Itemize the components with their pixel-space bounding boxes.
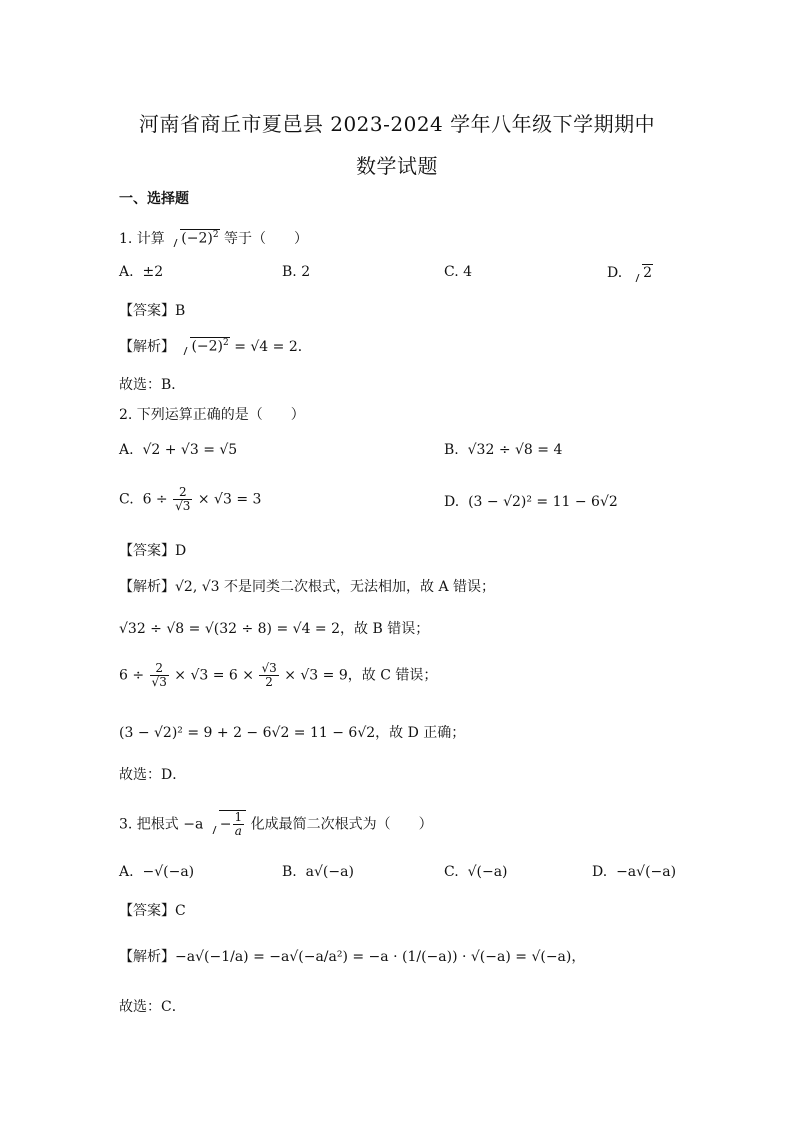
q1-suffix: 等于（ ） (224, 231, 309, 247)
section-heading: 一、选择题 (119, 191, 189, 207)
q2-conclusion: 故选：D． (119, 767, 187, 783)
q1-option-b: B. 2 (282, 264, 311, 280)
q3-option-c: C. √(−a) (444, 864, 508, 880)
sqrt-symbol: 2 (633, 264, 653, 282)
title-line-1: 河南省商丘市夏邑县 2023-2024 学年八年级下学期期中 (138, 112, 656, 136)
q1-conclusion: 故选：B． (119, 377, 186, 393)
q2-option-c: C. 6 ÷ $\frac{2}{√3}$ × √3 = 3 (119, 485, 262, 514)
q3-option-b: B. a√(−a) (282, 864, 354, 880)
q1-option-c: C. 4 (444, 264, 473, 280)
q3-answer: 【答案】C (119, 903, 186, 919)
q1-prefix: 1. 计算 (119, 231, 165, 247)
fraction: $\frac{√3}{2}$ (261, 661, 277, 690)
q1-stem (119, 228, 308, 248)
q1-answer: 【答案】B (119, 303, 186, 319)
q3-stem: 3. 把根式 −a − $\frac{1}{a}$ 化成最简二次根式为（ ） (119, 810, 433, 839)
q2-analysis-4: (3 − √2)² = 9 + 2 − 6√2 = 11 − 6√2，故 D 正确； (119, 725, 466, 741)
sqrt-symbol: $(-2)^2$ (181, 337, 229, 355)
q3-analysis: 【解析】−a√(−1/a) = −a√(−a/a²) = −a · (1/(−a)) · √(−a) = √(−a)， (119, 949, 586, 965)
q1-radicand: $(-2)^2$ (181, 230, 219, 247)
title-line-2: 数学试题 (356, 154, 438, 178)
q3-option-d: D. −a√(−a) (592, 864, 677, 880)
q1-analysis: 【解析】 $(-2)^2 = √4 = 2$． (119, 338, 312, 355)
q2-analysis-1: 【解析】√2, √3 不是同类二次根式，无法相加，故 A 错误； (119, 579, 496, 595)
q2-analysis-3: 6 ÷ $\frac{2}{√3}$ × √3 = 6 × $\frac{√3}{2}$ × √3 = 9，故 C 错误； (119, 661, 438, 690)
q2-analysis-2: √32 ÷ √8 = √(32 ÷ 8) = √4 = 2，故 B 错误； (119, 621, 430, 637)
q2-option-b: B. √32 ÷ √8 = 4 (444, 442, 563, 458)
q1-option-a: A. ±2 (119, 264, 164, 280)
fraction: $\frac{2}{√3}$ (175, 485, 191, 514)
q2-option-a: A. √2 + √3 = √5 (119, 442, 238, 458)
sqrt-symbol (171, 229, 219, 247)
q3-conclusion: 故选：C． (119, 999, 186, 1015)
q2-stem: 2. 下列运算正确的是（ ） (119, 407, 305, 423)
q3-option-a: A. −√(−a) (119, 864, 195, 880)
q2-option-d: D. (3 − √2)² = 11 − 6√2 (444, 494, 618, 510)
q1-option-d: D. 2 (607, 265, 652, 281)
fraction: $\frac{2}{√3}$ (151, 661, 167, 690)
sqrt-symbol: − $\frac{1}{a}$ (210, 810, 246, 838)
q2-answer: 【答案】D (119, 543, 187, 559)
